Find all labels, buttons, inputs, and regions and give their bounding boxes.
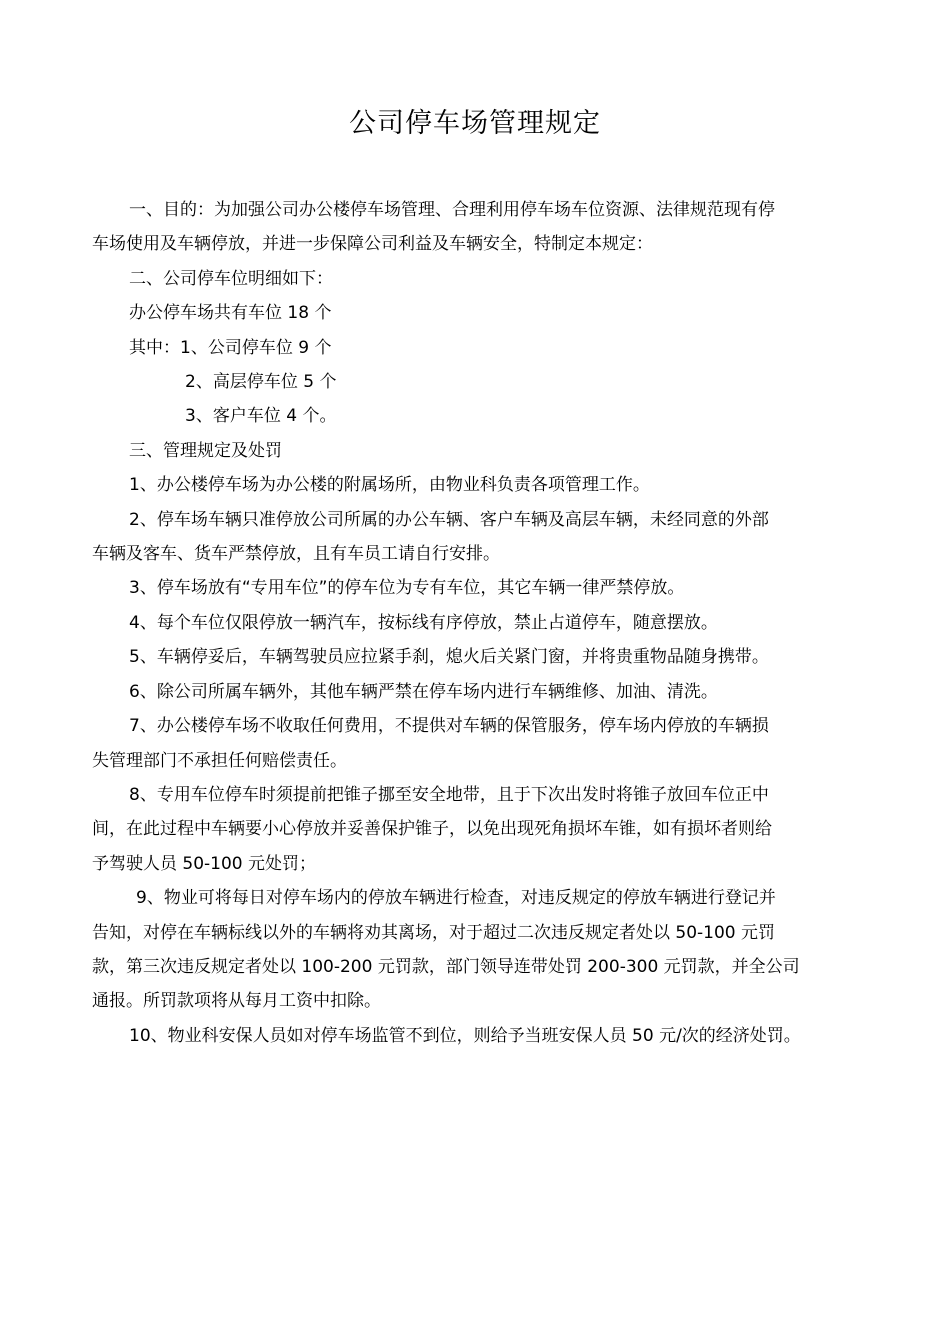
section-2-heading: 二、公司停车位明细如下： [129,268,333,289]
parking-customer: 3、客户车位 4 个。 [185,406,337,427]
rule-7-line-1: 7、办公楼停车场不收取任何费用，不提供对车辆的保管服务，停车场内停放的车辆损 [129,716,769,737]
rule-6: 6、除公司所属车辆外，其他车辆严禁在停车场内进行车辆维修、加油、清洗。 [129,681,718,702]
rule-9-line-3: 款，第三次违反规定者处以 100-200 元罚款，部门领导连带处罚 200-300 元罚款，并全公司 [92,956,800,977]
rule-8-line-2: 间，在此过程中车辆要小心停放并妥善保护锥子，以免出现死角损坏车锥，如有损坏者则给 [92,819,772,840]
rule-8-line-3: 予驾驶人员 50-100 元处罚； [92,853,317,874]
rule-4: 4、每个车位仅限停放一辆汽车，按标线有序停放，禁止占道停车，随意摆放。 [129,612,718,633]
section-3-heading: 三、管理规定及处罚 [129,440,282,461]
rule-10: 10、物业科安保人员如对停车场监管不到位，则给予当班安保人员 50 元/次的经济处罚。 [129,1025,801,1046]
parking-total: 办公停车场共有车位 18 个 [129,303,332,324]
rule-1: 1、办公楼停车场为办公楼的附属场所，由物业科负责各项管理工作。 [129,475,650,496]
paragraph-purpose-line-1: 一、目的：为加强公司办公楼停车场管理、合理利用停车场车位资源、法律规范现有停 [129,200,775,220]
rule-5: 5、车辆停妥后，车辆驾驶员应拉紧手刹，熄火后关紧门窗，并将贵重物品随身携带。 [129,647,769,668]
rule-9-line-2: 告知，对停在车辆标线以外的车辆将劝其离场，对于超过二次违反规定者处以 50-100 元罚 [92,922,776,943]
rule-9-line-1: 9、物业可将每日对停车场内的停放车辆进行检查，对违反规定的停放车辆进行登记并 [136,888,776,909]
rule-2-line-1: 2、停车场车辆只准停放公司所属的办公车辆、客户车辆及高层车辆，未经同意的外部 [129,509,769,530]
document-title: 公司停车场管理规定 [349,108,601,139]
rule-2-line-2: 车辆及客车、货车严禁停放，且有车员工请自行安排。 [92,544,500,565]
rule-3: 3、停车场放有“专用车位”的停车位为专有车位，其它车辆一律严禁停放。 [129,578,685,599]
parking-company: 其中：1、公司停车位 9 个 [129,337,332,358]
document-body [92,193,882,1053]
rule-7-line-2: 失管理部门不承担任何赔偿责任。 [92,750,347,771]
paragraph-purpose-line-2: 车场使用及车辆停放，并进一步保障公司利益及车辆安全，特制定本规定： [92,234,653,255]
rule-8-line-1: 8、专用车位停车时须提前把锥子挪至安全地带，且于下次出发时将锥子放回车位正中 [129,784,769,805]
parking-highrise: 2、高层停车位 5 个 [185,372,337,393]
rule-9-line-4: 通报。所罚款项将从每月工资中扣除。 [92,991,381,1012]
